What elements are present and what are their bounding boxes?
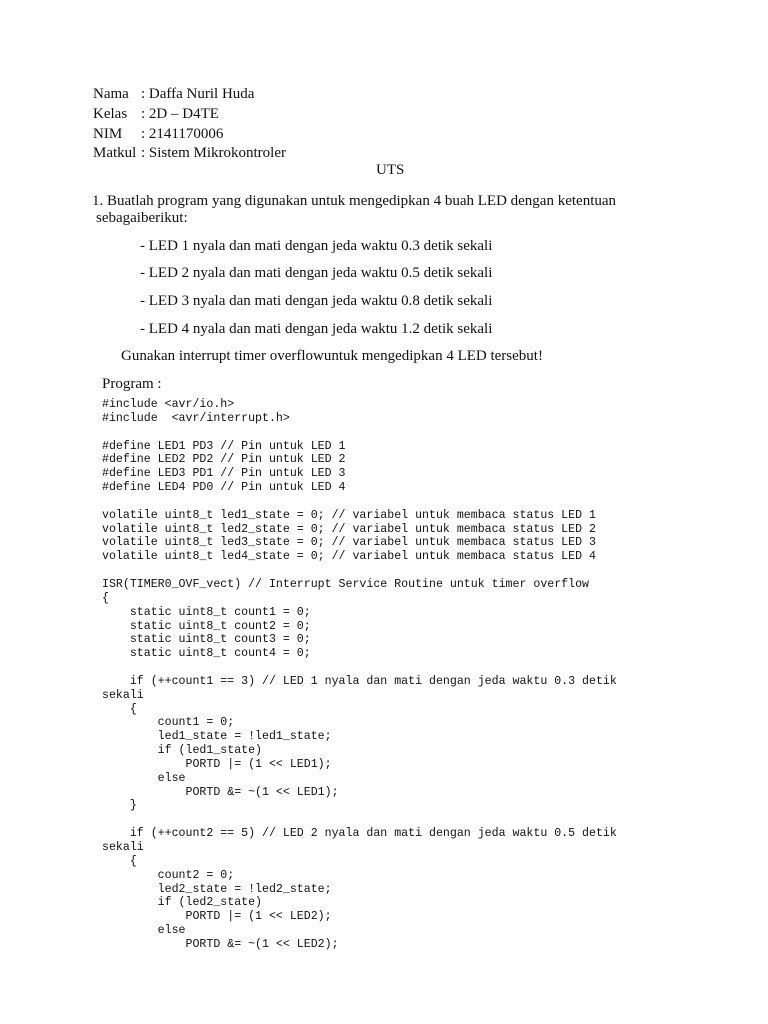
code-line: static uint8_t count3 = 0;	[102, 633, 311, 647]
list-item: - LED 2 nyala dan mati dengan jeda waktu 0.5 detik sekali	[140, 265, 493, 281]
code-line: volatile uint8_t led4_state = 0; // variabel untuk membaca status LED 4	[102, 550, 596, 564]
code-line: #include <avr/io.h>	[102, 398, 235, 411]
name-label: Nama	[93, 86, 129, 102]
code-line: #define LED4 PD0 // Pin untuk LED 4	[102, 481, 346, 495]
code-line	[102, 495, 617, 509]
code-line: else	[102, 771, 186, 785]
code-line: led1_state = !led1_state;	[102, 730, 332, 744]
code-line: if (++count2 == 5) // LED 2 nyala dan mati dengan jeda waktu 0.5 detik	[102, 827, 617, 841]
code-line: #define LED3 PD1 // Pin untuk LED 3	[102, 467, 346, 481]
nim-label: NIM	[93, 126, 123, 142]
list-item: - LED 3 nyala dan mati dengan jeda waktu 0.8 detik sekali	[140, 293, 493, 309]
code-line: volatile uint8_t led1_state = 0; // variabel untuk membaca status LED 1	[102, 508, 596, 522]
code-line: {	[102, 854, 137, 868]
code-line	[102, 813, 617, 827]
name-value: : Daffa Nuril Huda	[141, 86, 255, 102]
code-line: PORTD |= (1 << LED2);	[102, 910, 332, 924]
code-line: {	[102, 591, 109, 605]
list-item: - LED 1 nyala dan mati dengan jeda waktu 0.3 detik sekali	[140, 238, 493, 254]
code-line: #define LED1 PD3 // Pin untuk LED 1	[102, 439, 346, 453]
code-line: sekali	[102, 841, 144, 854]
question-line-2: sebagaiberikut:	[96, 210, 188, 226]
code-line	[102, 564, 617, 578]
code-line: static uint8_t count2 = 0;	[102, 619, 311, 633]
code-line: PORTD &= ~(1 << LED1);	[102, 785, 339, 799]
page-title: UTS	[376, 162, 405, 178]
code-line: #include <avr/interrupt.h>	[102, 411, 290, 425]
code-line: if (led2_state)	[102, 896, 263, 910]
question-number: 1.	[92, 193, 104, 209]
list-item: - LED 4 nyala dan mati dengan jeda waktu 1.2 detik sekali	[140, 321, 493, 337]
code-line: #define LED2 PD2 // Pin untuk LED 2	[102, 453, 346, 467]
code-line: PORTD &= ~(1 << LED2);	[102, 937, 339, 951]
code-line	[102, 426, 617, 440]
code-listing	[102, 398, 617, 952]
nim-value: : 2141170006	[141, 126, 224, 142]
code-line: PORTD |= (1 << LED1);	[102, 757, 332, 771]
code-line: }	[102, 799, 137, 813]
code-line: volatile uint8_t led3_state = 0; // variabel untuk membaca status LED 3	[102, 536, 596, 550]
code-line: count2 = 0;	[102, 868, 235, 882]
code-line: volatile uint8_t led2_state = 0; // variabel untuk membaca status LED 2	[102, 522, 596, 536]
code-line: {	[102, 702, 137, 716]
code-line: else	[102, 924, 186, 938]
program-label: Program :	[102, 376, 162, 392]
code-line: count1 = 0;	[102, 716, 235, 730]
code-line: static uint8_t count4 = 0;	[102, 647, 311, 661]
code-line: if (++count1 == 3) // LED 1 nyala dan mati dengan jeda waktu 0.3 detik	[102, 674, 617, 688]
question-line-1: Buatlah program yang digunakan untuk mengedipkan 4 buah LED dengan ketentuan	[107, 193, 617, 209]
code-line: led2_state = !led2_state;	[102, 882, 332, 896]
code-line: if (led1_state)	[102, 744, 263, 758]
question-instruction: Gunakan interrupt timer overflowuntuk mengedipkan 4 LED tersebut!	[121, 348, 543, 364]
code-line: static uint8_t count1 = 0;	[102, 605, 311, 619]
class-label: Kelas	[93, 106, 128, 122]
code-line	[102, 661, 617, 675]
class-value: : 2D – D4TE	[141, 106, 219, 122]
course-value: : Sistem Mikrokontroler	[141, 145, 286, 161]
course-label: Matkul	[93, 145, 137, 161]
code-line: sekali	[102, 688, 144, 702]
code-line: ISR(TIMER0_OVF_vect) // Interrupt Service Routine untuk timer overflow	[102, 577, 590, 591]
